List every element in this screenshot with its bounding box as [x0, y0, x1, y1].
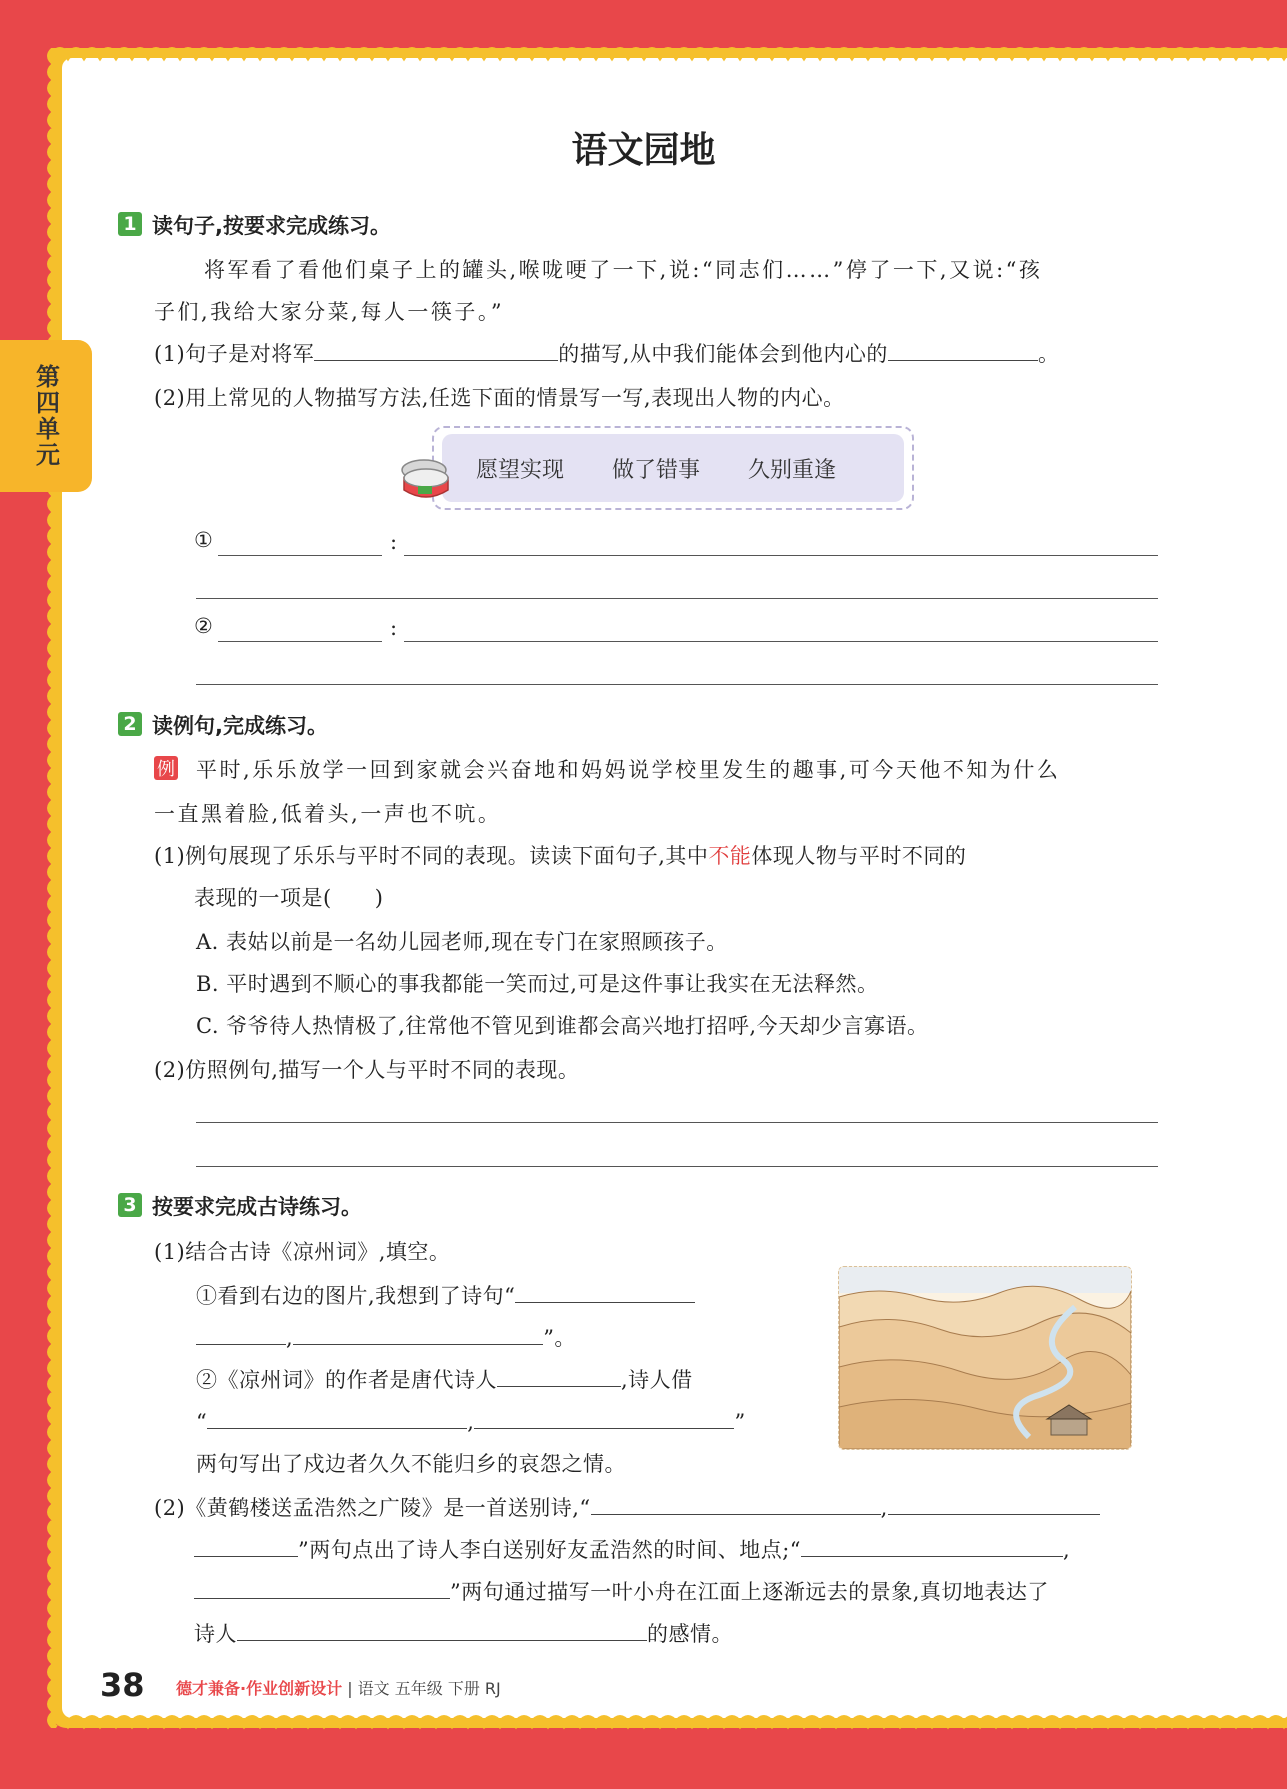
q3-item1-line-2: , ”。: [196, 1322, 576, 1352]
answer-line[interactable]: [404, 641, 1158, 642]
answer-line[interactable]: [196, 684, 1158, 685]
answer-blank[interactable]: [237, 1618, 647, 1641]
answer-blank[interactable]: [194, 1576, 450, 1599]
wavy-bottom-border: [52, 1712, 1287, 1736]
footer-book: 语文 五年级 下册 RJ: [357, 1679, 501, 1698]
q3-item2-line-2: “ , ”: [196, 1406, 746, 1434]
page-number: 38: [100, 1666, 145, 1704]
colon: :: [390, 616, 398, 640]
footer-brand: 德才兼备·作业创新设计: [176, 1679, 343, 1698]
answer-blank[interactable]: [515, 1280, 695, 1303]
q3-sub2: (2)《黄鹤楼送孟浩然之广陵》是一首送别诗,“ ,: [154, 1492, 1100, 1522]
answer-blank[interactable]: [801, 1534, 1063, 1557]
tin-can-icon: [396, 450, 456, 506]
answer-blank[interactable]: [888, 338, 1038, 361]
q2-option-b[interactable]: B. 平时遇到不顺心的事我都能一笑而过,可是这件事让我实在无法释然。: [196, 972, 879, 996]
q1-sub2: (2)用上常见的人物描写方法,任选下面的情景写一写,表现出人物的内心。: [154, 386, 845, 410]
liangzhou-landscape-image: [838, 1266, 1132, 1450]
q1-passage-line-2: 子们,我给大家分菜,每人一筷子。”: [154, 300, 505, 324]
question-number-2: 2: [118, 712, 142, 736]
q2-sub1-line-2: 表现的一项是( ): [194, 886, 384, 910]
q3-sub2-line-4: 诗人 的感情。: [194, 1618, 733, 1648]
answer-blank[interactable]: [196, 1322, 286, 1345]
q1-sub1: (1)句子是对将军 的描写,从中我们能体会到他内心的 。: [154, 338, 1059, 368]
question-1-heading: 读句子,按要求完成练习。: [152, 214, 391, 238]
answer-blank[interactable]: [207, 1406, 467, 1429]
answer-line[interactable]: [196, 598, 1158, 599]
scenario-option: 久别重逢: [748, 457, 837, 483]
colon: :: [390, 530, 398, 554]
q3-sub2-line-2: ”两句点出了诗人李白送别好友孟浩然的时间、地点;“ ,: [194, 1534, 1070, 1564]
answer-line[interactable]: [218, 641, 382, 642]
footer-info: [176, 1676, 501, 1699]
question-3-heading: 按要求完成古诗练习。: [152, 1195, 362, 1219]
wavy-top-border: [52, 44, 1287, 68]
answer-line[interactable]: [404, 555, 1158, 556]
q3-sub2-line-3: ”两句通过描写一叶小舟在江面上逐渐远去的景象,真切地表达了: [194, 1576, 1049, 1606]
q2-option-c[interactable]: C. 爷爷待人热情极了,往常他不管见到谁都会高兴地打招呼,今天却少言寡语。: [196, 1014, 929, 1038]
answer-blank[interactable]: [591, 1492, 881, 1515]
answer-line[interactable]: [218, 555, 382, 556]
q2-sub2: (2)仿照例句,描写一个人与平时不同的表现。: [154, 1058, 580, 1082]
unit-label: 第四单元: [31, 364, 60, 468]
q2-sub1: (1)例句展现了乐乐与平时不同的表现。读读下面句子,其中不能体现人物与平时不同的: [154, 844, 967, 868]
footer-separator: |: [347, 1679, 353, 1698]
scenario-option: 做了错事: [612, 457, 701, 483]
answer-blank[interactable]: [888, 1492, 1100, 1515]
q3-item2-line-3: 两句写出了戍边者久久不能归乡的哀怨之情。: [196, 1452, 626, 1476]
q2-example-line-2: 一直黑着脸,低着头,一声也不吭。: [154, 802, 502, 826]
q1-answer-mark-2: ②: [194, 614, 214, 638]
unit-side-tab: [0, 340, 92, 492]
q3-item2: ②《凉州词》的作者是唐代诗人 ,诗人借: [196, 1364, 693, 1394]
question-number-3: 3: [118, 1193, 142, 1217]
scenario-option: 愿望实现: [476, 457, 565, 483]
answer-blank[interactable]: [474, 1406, 734, 1429]
q2-example-line-1: 平时,乐乐放学一回到家就会兴奋地和妈妈说学校里发生的趣事,可今天他不知为什么: [196, 758, 1061, 782]
answer-blank[interactable]: [194, 1534, 298, 1557]
answer-blank[interactable]: [497, 1364, 621, 1387]
q1-passage-line-1: 将军看了看他们桌子上的罐头,喉咙哽了一下,说:“同志们……”停了一下,又说:“孩: [204, 258, 1043, 282]
q3-item1: ①看到右边的图片,我想到了诗句“: [196, 1280, 695, 1310]
q1-answer-mark-1: ①: [194, 528, 214, 552]
question-2-heading: 读例句,完成练习。: [152, 714, 328, 738]
scenario-options-box: [432, 426, 914, 510]
page-title: 语文园地: [571, 130, 716, 171]
example-badge: 例: [154, 756, 178, 780]
wavy-left-border: [44, 48, 68, 1728]
answer-line[interactable]: [196, 1166, 1158, 1167]
q2-option-a[interactable]: A. 表姑以前是一名幼儿园老师,现在专门在家照顾孩子。: [196, 930, 728, 954]
q3-sub1: (1)结合古诗《凉州词》,填空。: [154, 1240, 451, 1264]
answer-line[interactable]: [196, 1122, 1158, 1123]
answer-blank[interactable]: [293, 1322, 543, 1345]
answer-blank[interactable]: [314, 338, 558, 361]
question-number-1: 1: [118, 212, 142, 236]
